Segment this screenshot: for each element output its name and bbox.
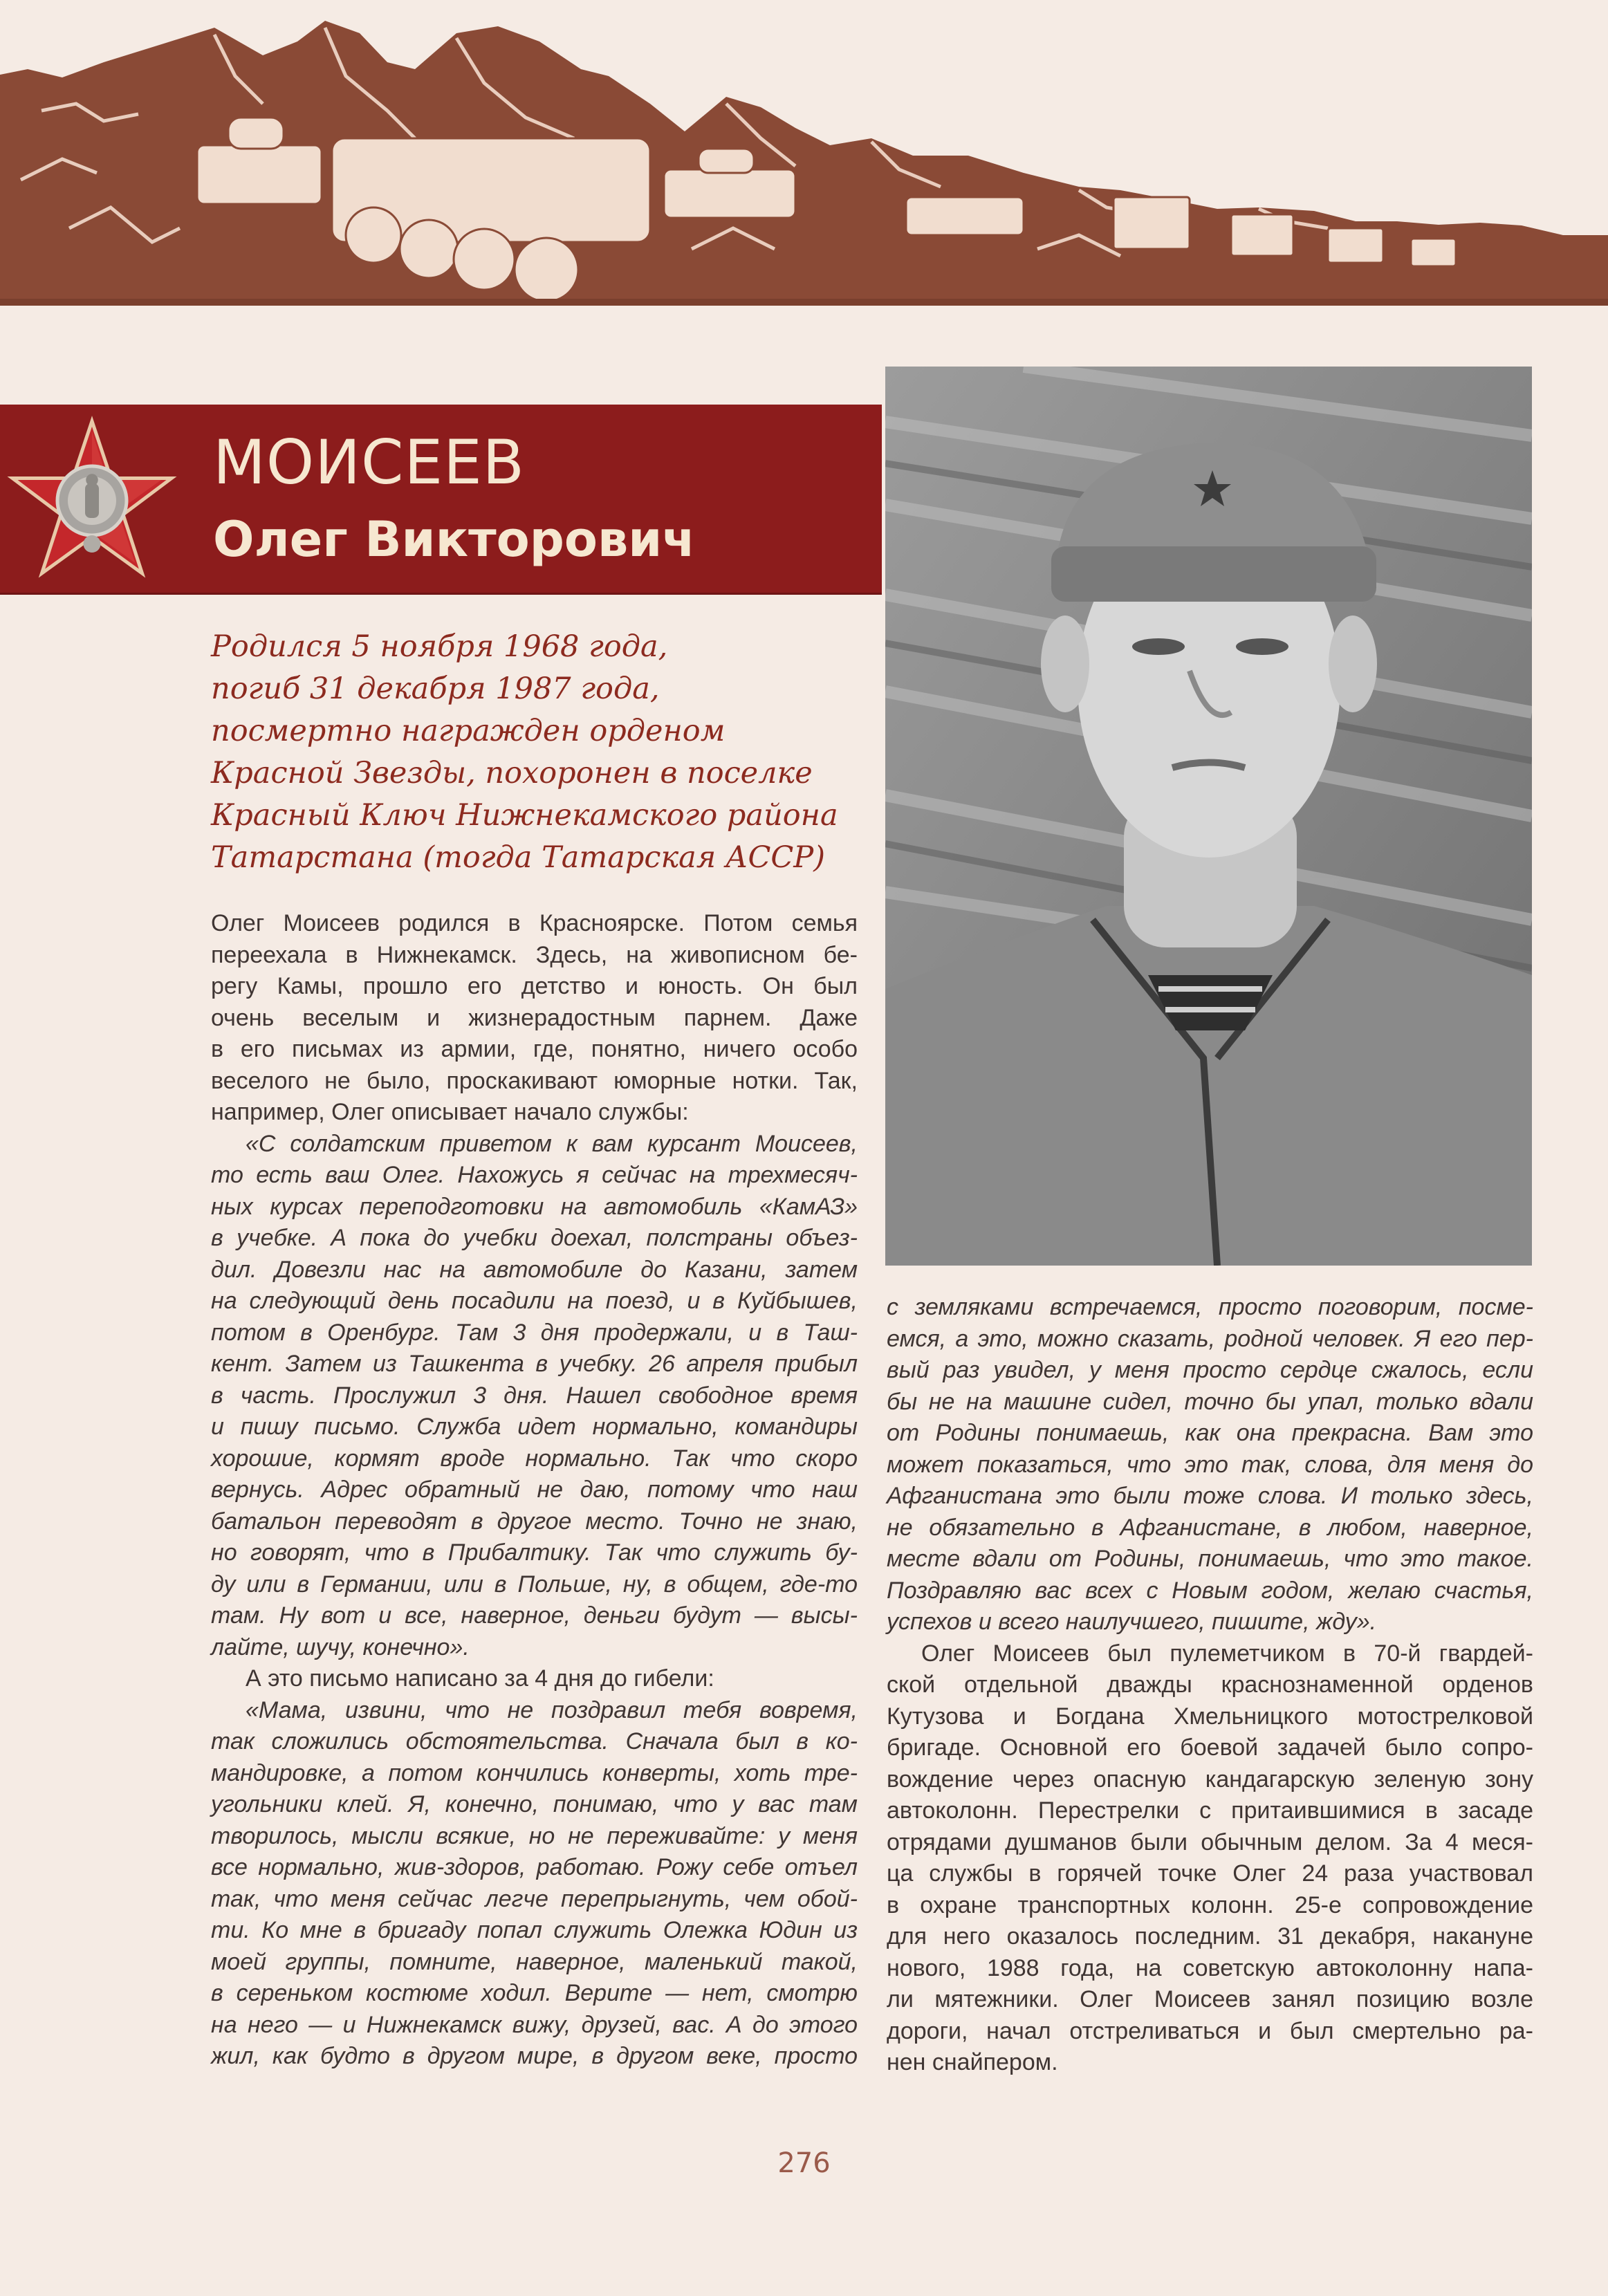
body-line: отрядами душманов были обычным делом. За 4 меся- <box>887 1829 1533 1855</box>
letter-line: так сложились обстоятельства. Сначала был в ко- <box>211 1728 858 1755</box>
letter-line: вернусь. Адрес обратный не даю, потому что наш <box>211 1476 858 1503</box>
intro-line: посмертно награжден орденом <box>211 714 726 748</box>
soldier-portrait-photo <box>885 367 1532 1266</box>
body-line: ца службы в горячей точке Олег 24 раза участвовал <box>887 1860 1533 1887</box>
body-line: бригаде. Основной его боевой задачей было сопро- <box>887 1734 1533 1761</box>
letter-line: кент. Затем из Ташкента в учебку. 26 апреля прибыл <box>211 1351 858 1377</box>
letter-line: Афганистана это были тоже слова. И только здесь, <box>887 1483 1533 1509</box>
letter-line: так, что меня сейчас легче перепрыгнуть, чем обой- <box>211 1885 858 1912</box>
letter-line: хорошие, кормят вроде нормально. Так что скоро <box>211 1445 858 1472</box>
body-line: например, Олег описывает начало службы: <box>211 1099 689 1125</box>
intro-line: Красный Ключ Нижнекамского района <box>211 798 838 833</box>
letter-line: ных курсах переподготовки на автомобиль «КамАЗ» <box>211 1193 858 1220</box>
letter-line: но говорят, что в Прибалтику. Так что служить бу- <box>211 1539 858 1566</box>
body-line: нового, 1988 года, на советскую автоколонну напа- <box>887 1954 1533 1981</box>
letter-line: емся, а это, можно сказать, родной человек. Я его пер- <box>887 1325 1533 1352</box>
body-line: ли мятежники. Олег Моисеев занял позицию возле <box>887 1986 1533 2012</box>
letter-line: вый раз увидел, у меня просто сердце сжалось, если <box>887 1357 1533 1383</box>
body-line: Олег Моисеев был пулеметчиком в 70-й гвардей- <box>921 1640 1533 1667</box>
body-line: А это письмо написано за 4 дня до гибели: <box>246 1665 714 1692</box>
letter-line: жил, как будто в другом мире, в другом веке, просто <box>211 2043 858 2069</box>
intro-line: Родился 5 ноября 1968 года, <box>211 629 668 664</box>
letter-line: не обязательно в Афганистане, в любом, наверное, <box>887 1514 1533 1541</box>
body-line: вождение через опасную кандагарскую зеленую зону <box>887 1766 1533 1793</box>
letter-line: угольники клей. Я, конечно, понимаю, что у вас там <box>211 1791 858 1817</box>
body-line: автоколонн. Перестрелки с притаившимися в засаде <box>887 1797 1533 1824</box>
letter-line: на следующий день посадили на поезд, и в Куйбышев, <box>211 1288 858 1314</box>
letter-line: все нормально, жив-здоров, работаю. Рожу себе отъел <box>211 1854 858 1880</box>
body-line: в охране транспортных колонн. 25-е сопровождение <box>887 1891 1533 1918</box>
body-line: регу Камы, прошло его детство и юность. Он был <box>211 973 858 999</box>
body-line: в его письмах из армии, где, понятно, ничего особо <box>211 1036 858 1062</box>
right-text-column <box>887 1292 1533 2079</box>
intro-line: погиб 31 декабря 1987 года, <box>211 672 660 706</box>
letter-line: творилось, мысли всякие, но не переживайте: у меня <box>211 1822 858 1849</box>
body-line: очень веселым и жизнерадостным парнем. Даже <box>211 1004 858 1031</box>
portrait-image-icon <box>885 367 1532 1266</box>
body-line: Кутузова и Богдана Хмельницкого мотострелковой <box>887 1703 1533 1730</box>
intro-line: Татарстана (тогда Татарская АССР) <box>211 840 825 875</box>
letter-line: ти. Ко мне в бригаду попал служить Олежка Юдин из <box>211 1917 858 1943</box>
letter-line: Поздравляю вас всех с Новым годом, желаю счастья, <box>887 1577 1533 1604</box>
body-line: переехала в Нижнекамск. Здесь, на живописном бе- <box>211 941 858 968</box>
letter-line: моей группы, помните, наверное, маленький такой, <box>211 1948 858 1975</box>
letter-line: дил. Довезли нас на автомобиле до Казани, затем <box>211 1256 858 1283</box>
title-band <box>0 405 882 595</box>
biography-summary <box>211 626 861 879</box>
surname-heading: МОИСЕЕВ <box>213 427 526 498</box>
letter-line: в часть. Прослужил 3 дня. Нашел свободное время <box>211 1382 858 1409</box>
mountain-convoy-icon <box>0 0 1608 311</box>
order-of-the-red-star-icon <box>6 414 178 587</box>
letter-line: «Мама, извини, что не поздравил тебя вовремя, <box>246 1696 858 1723</box>
letter-line: то есть ваш Олег. Нахожусь я сейчас на трехмесяч- <box>211 1162 858 1188</box>
page-number: 276 <box>777 2147 831 2179</box>
left-text-column <box>211 908 858 2073</box>
letter-line: успехов и всего наилучшего, пишите, жду». <box>887 1609 1377 1635</box>
body-line: для него оказалось последним. 31 декабря, накануне <box>887 1923 1533 1950</box>
body-line: Олег Моисеев родился в Красноярске. Потом семья <box>211 910 858 936</box>
letter-line: батальон переводят в другое место. Точно не знаю, <box>211 1508 858 1535</box>
letter-line: бы не на машине сидел, точно бы упал, только вдали <box>887 1388 1533 1415</box>
letter-line: ду или в Германии, или в Польше, ну, в общем, где-то <box>211 1571 858 1598</box>
letter-line: в учебке. А пока до учебки доехал, полстраны объез- <box>211 1225 858 1251</box>
letter-line: потом в Оренбург. Там 3 дня продержали, и в Таш- <box>211 1319 858 1346</box>
letter-line: месте вдали от Родины, понимаешь, что это такое. <box>887 1546 1533 1572</box>
body-line: дороги, начал отстреливаться и был смертельно ра- <box>887 2017 1533 2044</box>
body-line: веселого не было, проскакивают юморные нотки. Так, <box>211 1067 858 1094</box>
body-line: нен снайпером. <box>887 2049 1058 2075</box>
intro-line: Красной Звезды, похоронен в поселке <box>211 756 813 790</box>
letter-line: от Родины понимаешь, как она прекрасна. Вам это <box>887 1420 1533 1446</box>
letter-line: мандировке, а потом кончились конверты, хоть тре- <box>211 1759 858 1786</box>
given-names-heading: Олег Викторович <box>213 511 696 568</box>
letter-line: может показаться, что это так, слова, для меня до <box>887 1451 1533 1478</box>
letter-line: и пишу письмо. Служба идет нормально, командиры <box>211 1414 858 1440</box>
letter-line: там. Ну вот и все, наверное, деньги будут — высы- <box>211 1602 858 1629</box>
letter-line: на него — и Нижнекамск вижу, друзей, вас. А до этого <box>211 2011 858 2038</box>
letter-line: лайте, шучу, конечно». <box>211 1633 470 1660</box>
letter-line: с земляками встречаемся, просто поговорим, посме- <box>887 1294 1533 1320</box>
letter-line: «С солдатским приветом к вам курсант Моисеев, <box>246 1130 858 1157</box>
body-line: ской отдельной дважды краснознаменной орденов <box>887 1672 1533 1698</box>
convoy-mountain-illustration <box>0 0 1608 311</box>
letter-line: в сереньком костюме ходил. Верите — нет, смотрю <box>211 1980 858 2006</box>
